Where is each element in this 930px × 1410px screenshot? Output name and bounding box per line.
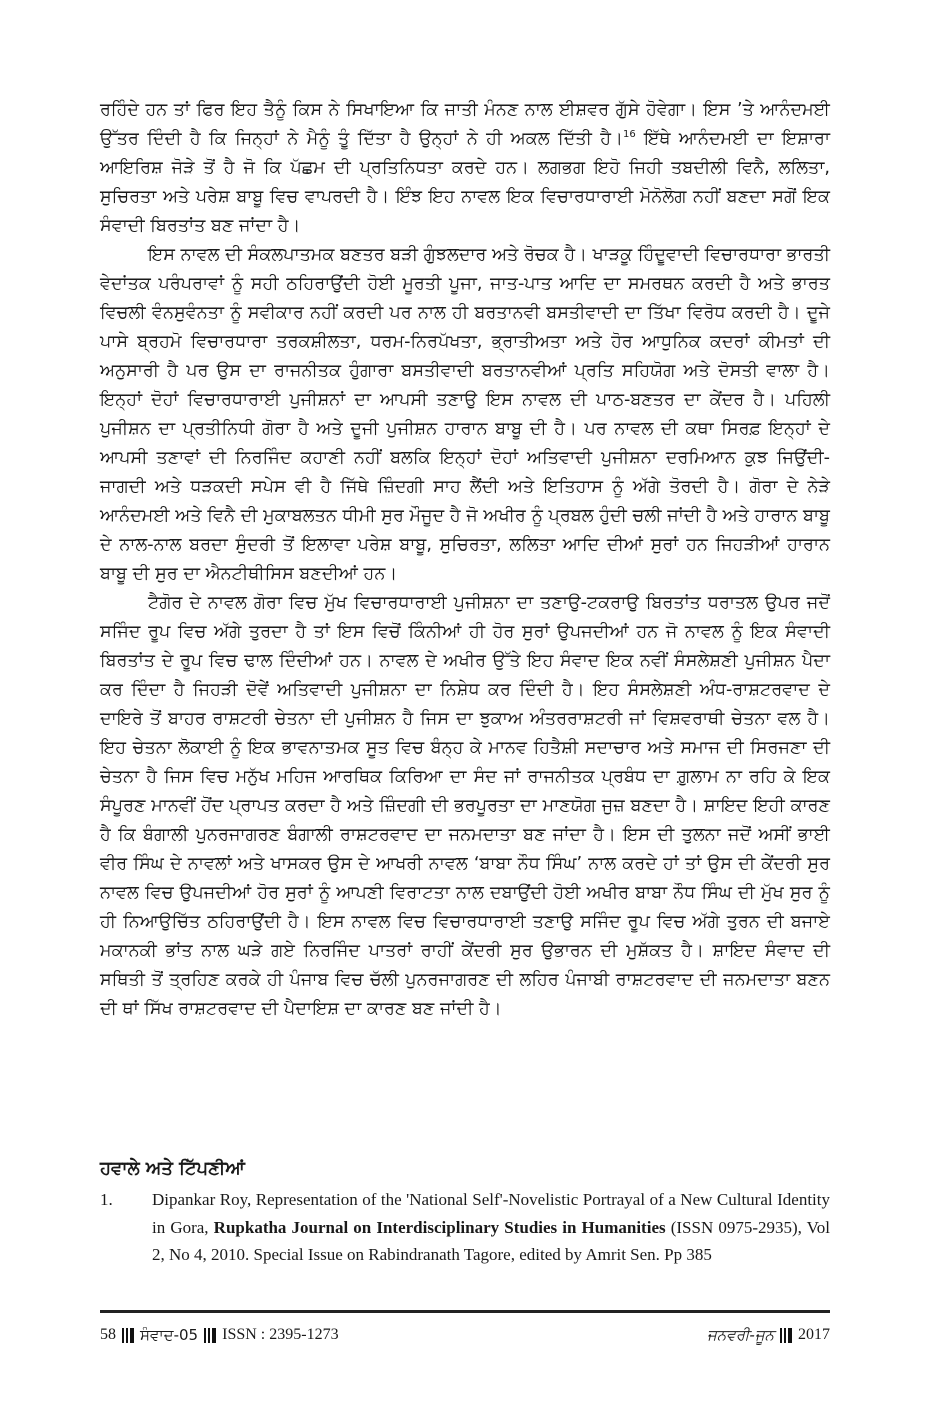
reference-item xyxy=(100,1186,830,1269)
reference-journal-title: Rupkatha Journal on Interdisciplinary Studies in Humanities xyxy=(213,1217,666,1237)
footer-divider xyxy=(100,1310,830,1313)
footer-left xyxy=(100,1326,339,1344)
issue-year: 2017 xyxy=(798,1326,830,1343)
paragraph-1 xyxy=(100,96,830,241)
reference-citation-end: (ISSN 0975-2935), Vol 2, No 4, 2010. Special Issue on Rabindranath Tagore, edited by Amrit Sen. Pp 385 xyxy=(152,1217,830,1264)
footer-right xyxy=(707,1326,830,1344)
page-number: 58 xyxy=(100,1326,116,1343)
issue-period: ਜਨਵਰੀ-ਜੂਨ xyxy=(707,1326,774,1344)
reference-citation-start: Dipankar Roy, Representation of the 'National Self'-Novelistic Portrayal of a New Cultural Identity in Gora, xyxy=(152,1190,830,1237)
journal-page xyxy=(100,0,830,1410)
journal-name: ਸੰਵਾਦ-05 xyxy=(140,1326,199,1344)
issn: ISSN : 2395-1273 xyxy=(222,1326,339,1343)
reference-number: 1. xyxy=(100,1190,113,1209)
footnote-marker: 16 xyxy=(622,129,636,141)
article-body xyxy=(100,96,830,1024)
paragraph-3: ਟੈਗੋਰ ਦੇ ਨਾਵਲ ਗੋਰਾ ਵਿਚ ਮੁੱਖ ਵਿਚਾਰਧਾਰਾਈ ਪੁਜੀਸ਼ਨਾ ਦਾ ਤਣਾਉ-ਟਕਰਾਉ ਬਿਰਤਾਂਤ ਧਰਾਤਲ ਉਪਰ ਜਦੋਂ ਸਜਿੰਦ ਰੂਪ ਵਿਚ ਅੱਗੇ ਤੁਰਦਾ ਹੈ ਤਾਂ ਇਸ ਵਿਚੋਂ ਕਿੰਨੀਆਂ ਹੀ ਹੋਰ ਸੁਰਾਂ ਉਪਜਦੀਆਂ ਹਨ ਜੋ ਨਾਵਲ ਨੂੰ ਇਕ ਸੰਵਾਦੀ ਬਿਰਤਾਂਤ ਦੇ ਰੂਪ ਵਿਚ ਢਾਲ ਦਿੰਦੀਆਂ ਹਨ। ਨਾਵਲ ਦੇ ਅਖੀਰ ਉੱਤੇ ਇਹ ਸੰਵਾਦ ਇਕ ਨਵੀਂ ਸੰਸਲੇਸ਼ਣੀ ਪੁਜੀਸ਼ਨ ਪੈਦਾ ਕਰ ਦਿੰਦਾ ਹੈ ਜਿਹੜੀ ਦੋਵੇਂ ਅਤਿਵਾਦੀ ਪੁਜੀਸ਼ਨਾ ਦਾ ਨਿਸ਼ੇਧ ਕਰ ਦਿੰਦੀ ਹੈ। ਇਹ ਸੰਸਲੇਸ਼ਣੀ ਅੰਧ-ਰਾਸ਼ਟਰਵਾਦ ਦੇ ਦਾਇਰੇ ਤੋਂ ਬਾਹਰ ਰਾਸ਼ਟਰੀ ਚੇਤਨਾ ਦੀ ਪੁਜੀਸ਼ਨ ਹੈ ਜਿਸ ਦਾ ਝੁਕਾਅ ਅੰਤਰਰਾਸ਼ਟਰੀ ਜਾਂ ਵਿਸ਼ਵਰਾਥੀ ਚੇਤਨਾ ਵਲ ਹੈ। ਇਹ ਚੇਤਨਾ ਲੋਕਾਈ ਨੂੰ ਇਕ ਭਾਵਨਾਤਮਕ ਸੂਤ ਵਿਚ ਬੰਨ੍ਹ ਕੇ ਮਾਨਵ ਹਿਤੈਸ਼ੀ ਸਦਾਚਾਰ ਅਤੇ ਸਮਾਜ ਦੀ ਸਿਰਜਣਾ ਦੀ ਚੇਤਨਾ ਹੈ ਜਿਸ ਵਿਚ ਮਨੁੱਖ ਮਹਿਜ ਆਰਥਿਕ ਕਿਰਿਆ ਦਾ ਸੰਦ ਜਾਂ ਰਾਜਨੀਤਕ ਪ੍ਰਬੰਧ ਦਾ ਗ਼ੁਲਾਮ ਨਾ ਰਹਿ ਕੇ ਇਕ ਸੰਪੂਰਣ ਮਾਨਵੀਂ ਹੋਂਦ ਪ੍ਰਾਪਤ ਕਰਦਾ ਹੈ ਅਤੇ ਜ਼ਿੰਦਗੀ ਦੀ ਭਰਪੂਰਤਾ ਦਾ ਮਾਣਯੋਗ ਜੁਜ਼ ਬਣਦਾ ਹੈ। ਸ਼ਾਇਦ ਇਹੀ ਕਾਰਣ ਹੈ ਕਿ ਬੰਗਾਲੀ ਪੁਨਰਜਾਗਰਣ ਬੰਗਾਲੀ ਰਾਸ਼ਟਰਵਾਦ ਦਾ ਜਨਮਦਾਤਾ ਬਣ ਜਾਂਦਾ ਹੈ। ਇਸ ਦੀ ਤੁਲਨਾ ਜਦੋਂ ਅਸੀਂ ਭਾਈ ਵੀਰ ਸਿੰਘ ਦੇ ਨਾਵਲਾਂ ਅਤੇ ਖਾਸਕਰ ਉਸ ਦੇ ਆਖਰੀ ਨਾਵਲ ‘ਬਾਬਾ ਨੌਧ ਸਿੰਘ’ ਨਾਲ ਕਰਦੇ ਹਾਂ ਤਾਂ ਉਸ ਦੀ ਕੇਂਦਰੀ ਸੁਰ ਨਾਵਲ ਵਿਚ ਉਪਜਦੀਆਂ ਹੋਰ ਸੁਰਾਂ ਨੂੰ ਆਪਣੀ ਵਿਰਾਟਤਾ ਨਾਲ ਦਬਾਉਂਦੀ ਹੋਈ ਅਖੀਰ ਬਾਬਾ ਨੌਧ ਸਿੰਘ ਦੀ ਮੁੱਖ ਸੁਰ ਨੂੰ ਹੀ ਨਿਆਉਚਿੱਤ ਠਹਿਰਾਉਂਦੀ ਹੈ। ਇਸ ਨਾਵਲ ਵਿਚ ਵਿਚਾਰਧਾਰਾਈ ਤਣਾਉ ਸਜਿੰਦ ਰੂਪ ਵਿਚ ਅੱਗੇ ਤੁਰਨ ਦੀ ਬਜਾਏ ਮਕਾਨਕੀ ਭਾਂਤ ਨਾਲ ਘੜੇ ਗਏ ਨਿਰਜਿੰਦ ਪਾਤਰਾਂ ਰਾਹੀਂ ਕੇਂਦਰੀ ਸੁਰ ਉਭਾਰਨ ਦੀ ਮੁਸ਼ੱਕਤ ਹੈ। ਸ਼ਾਇਦ ਸੰਵਾਦ ਦੀ ਸਥਿਤੀ ਤੋਂ ਤ੍ਰਹਿਣ ਕਰਕੇ ਹੀ ਪੰਜਾਬ ਵਿਚ ਚੱਲੀ ਪੁਨਰਜਾਗਰਣ ਦੀ ਲਹਿਰ ਪੰਜਾਬੀ ਰਾਸ਼ਟਰਵਾਦ ਦੀ ਜਨਮਦਾਤਾ ਬਣਨ ਦੀ ਥਾਂ ਸਿੱਖ ਰਾਸ਼ਟਰਵਾਦ ਦੀ ਪੈਦਾਇਸ਼ ਦਾ ਕਾਰਣ ਬਣ ਜਾਂਦੀ ਹੈ। xyxy=(100,593,830,1019)
paragraph-2: ਇਸ ਨਾਵਲ ਦੀ ਸੰਕਲਪਾਤਮਕ ਬਣਤਰ ਬੜੀ ਗੁੰਝਲਦਾਰ ਅਤੇ ਰੋਚਕ ਹੈ। ਖਾੜਕੂ ਹਿੰਦੂਵਾਦੀ ਵਿਚਾਰਧਾਰਾ ਭਾਰਤੀ ਵੇਦਾਂਤਕ ਪਰੰਪਰਾਵਾਂ ਨੂੰ ਸਹੀ ਠਹਿਰਾਉਂਦੀ ਹੋਈ ਮੂਰਤੀ ਪੂਜਾ, ਜਾਤ-ਪਾਤ ਆਦਿ ਦਾ ਸਮਰਥਨ ਕਰਦੀ ਹੈ ਅਤੇ ਭਾਰਤ ਵਿਚਲੀ ਵੰਨਸੁਵੰਨਤਾ ਨੂੰ ਸਵੀਕਾਰ ਨਹੀਂ ਕਰਦੀ ਪਰ ਨਾਲ ਹੀ ਬਰਤਾਨਵੀ ਬਸਤੀਵਾਦੀ ਦਾ ਤਿੱਖਾ ਵਿਰੋਧ ਕਰਦੀ ਹੈ। ਦੂਜੇ ਪਾਸੇ ਬ੍ਰਹਮੋ ਵਿਚਾਰਧਾਰਾ ਤਰਕਸ਼ੀਲਤਾ, ਧਰਮ-ਨਿਰਪੱਖਤਾ, ਭ੍ਰਾਤੀਅਤਾ ਅਤੇ ਹੋਰ ਆਧੁਨਿਕ ਕਦਰਾਂ ਕੀਮਤਾਂ ਦੀ ਅਨੁਸਾਰੀ ਹੈ ਪਰ ਉਸ ਦਾ ਰਾਜਨੀਤਕ ਹੁੰਗਾਰਾ ਬਸਤੀਵਾਦੀ ਬਰਤਾਨਵੀਆਂ ਪ੍ਰਤਿ ਸਹਿਯੋਗ ਅਤੇ ਦੋਸਤੀ ਵਾਲਾ ਹੈ। ਇਨ੍ਹਾਂ ਦੋਹਾਂ ਵਿਚਾਰਧਾਰਾਈ ਪੁਜੀਸ਼ਨਾਂ ਦਾ ਆਪਸੀ ਤਣਾਉ ਇਸ ਨਾਵਲ ਦੀ ਪਾਠ-ਬਣਤਰ ਦਾ ਕੇਂਦਰ ਹੈ। ਪਹਿਲੀ ਪੁਜੀਸ਼ਨ ਦਾ ਪ੍ਰਤੀਨਿਧੀ ਗੋਰਾ ਹੈ ਅਤੇ ਦੂਜੀ ਪੁਜੀਸ਼ਨ ਹਾਰਾਨ ਬਾਬੂ ਦੀ ਹੈ। ਪਰ ਨਾਵਲ ਦੀ ਕਥਾ ਸਿਰਫ਼ ਇਨ੍ਹਾਂ ਦੇ ਆਪਸੀ ਤਣਾਵਾਂ ਦੀ ਨਿਰਜਿੰਦ ਕਹਾਣੀ ਨਹੀਂ ਬਲਕਿ ਇਨ੍ਹਾਂ ਦੋਹਾਂ ਅਤਿਵਾਦੀ ਪੁਜੀਸ਼ਨਾ ਦਰਮਿਆਨ ਕੁਝ ਜਿਉਂਦੀ-ਜਾਗਦੀ ਅਤੇ ਧੜਕਦੀ ਸਪੇਸ ਵੀ ਹੈ ਜਿੱਥੇ ਜ਼ਿੰਦਗੀ ਸਾਹ ਲੈਂਦੀ ਅਤੇ ਇਤਿਹਾਸ ਨੂੰ ਅੱਗੇ ਤੋਰਦੀ ਹੈ। ਗੋਰਾ ਦੇ ਨੇੜੇ ਆਨੰਦਮਈ ਅਤੇ ਵਿਨੈ ਦੀ ਮੁਕਾਬਲਤਨ ਧੀਮੀ ਸੁਰ ਮੌਜੂਦ ਹੈ ਜੋ ਅਖੀਰ ਨੂੰ ਪ੍ਰਬਲ ਹੁੰਦੀ ਚਲੀ ਜਾਂਦੀ ਹੈ ਅਤੇ ਹਾਰਾਨ ਬਾਬੂ ਦੇ ਨਾਲ-ਨਾਲ ਬਰਦਾ ਸੁੰਦਰੀ ਤੋਂ ਇਲਾਵਾ ਪਰੇਸ਼ ਬਾਬੂ, ਸੁਚਿਰਤਾ, ਲਲਿਤਾ ਆਦਿ ਦੀਆਂ ਸੁਰਾਂ ਹਨ ਜਿਹੜੀਆਂ ਹਾਰਾਨ ਬਾਬੂ ਦੀ ਸੁਰ ਦਾ ਐਨਟੀਥੀਸਿਸ ਬਣਦੀਆਂ ਹਨ। xyxy=(100,245,830,584)
separator-bars-icon xyxy=(204,1327,216,1343)
paragraph-1-continuation: ਇੱਥੇ ਆਨੰਦਮਈ ਦਾ ਇਸ਼ਾਰਾ ਆਇਰਿਸ਼ ਜੋੜੇ ਤੋਂ ਹੈ ਜੋ ਕਿ ਪੱਛਮ ਦੀ ਪ੍ਰਤਿਨਿਧਤਾ ਕਰਦੇ ਹਨ। ਲਗਭਗ ਇਹੋ ਜਿਹੀ ਤਬਦੀਲੀ ਵਿਨੈ, ਲਲਿਤਾ, ਸੁਚਿਰਤਾ ਅਤੇ ਪਰੇਸ਼ ਬਾਬੂ ਵਿਚ ਵਾਪਰਦੀ ਹੈ। ਇੰਝ ਇਹ ਨਾਵਲ ਇਕ ਵਿਚਾਰਧਾਰਾਈ ਮੋਨੋਲੋਗ ਨਹੀਂ ਬਣਦਾ ਸਗੋਂ ਇਕ ਸੰਵਾਦੀ ਬਿਰਤਾਂਤ ਬਣ ਜਾਂਦਾ ਹੈ। xyxy=(100,129,830,236)
references-heading: ਹਵਾਲੇ ਅਤੇ ਟਿੱਪਣੀਆਂ xyxy=(100,1158,245,1179)
separator-bars-icon xyxy=(122,1327,134,1343)
reference-text xyxy=(152,1186,830,1269)
paragraph-1-text: ਰਹਿੰਦੇ ਹਨ ਤਾਂ ਫਿਰ ਇਹ ਤੈਨੂੰ ਕਿਸ ਨੇ ਸਿਖਾਇਆ ਕਿ ਜਾਤੀ ਮੰਨਣ ਨਾਲ ਈਸ਼ਵਰ ਗੁੱਸੇ ਹੋਵੇਗਾ। ਇਸ ’ਤੇ ਆਨੰਦਮਈ ਉੱਤਰ ਦਿੰਦੀ ਹੈ ਕਿ ਜਿਨ੍ਹਾਂ ਨੇ ਮੈਨੂੰ ਤੂੰ ਦਿੱਤਾ ਹੈ ਉਨ੍ਹਾਂ ਨੇ ਹੀ ਅਕਲ ਦਿੱਤੀ ਹੈ। xyxy=(100,100,830,149)
separator-bars-icon xyxy=(780,1327,792,1343)
page-footer xyxy=(100,1323,830,1347)
